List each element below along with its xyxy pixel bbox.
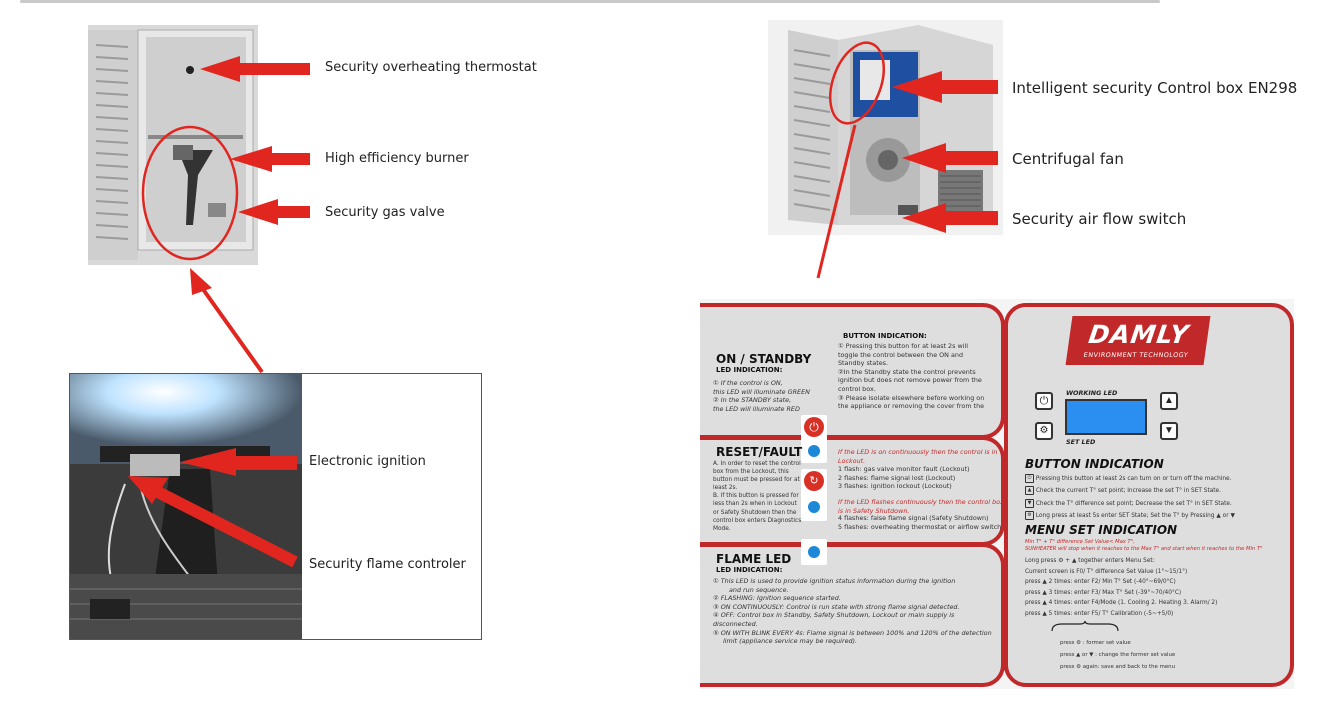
shutdown-text: If the LED flashes continuously then the control box is in Safety Shutdown. [838, 498, 1004, 515]
on-standby-button-heading: BUTTON INDICATION: [843, 332, 927, 340]
arrow-flame [128, 476, 295, 562]
mini-up-icon: ▲ [1025, 486, 1034, 495]
settings-key[interactable]: ⚙ [1035, 422, 1053, 440]
button-indication-heading: BUTTON INDICATION [1025, 457, 1164, 471]
reset-fault-text: A. In order to reset the control box from the Lockout, this button must be pressed for at least 2s. B. If this button is pressed for less than 2s when in Lockout or Safety Shutdown then the control box enters Diagnostics Mode. [713, 461, 802, 532]
button-indication-list: ⏻ Pressing this button at least 2s can turn on or turn off the machine. ▲ Check the current T° set point; Increase the set T° in SET State. ▼ Check the T° difference set point; Decrease the set T° in SET State. ⚙ Long press at least 5s enter SET State; Set the T° by Pressing ▲ or ▼ [1025, 473, 1287, 522]
up-key[interactable]: ▲ [1160, 392, 1178, 410]
reset-button-chip [801, 469, 827, 521]
flame-led-title: FLAME LED [716, 552, 792, 566]
press-instructions: press ⚙ : former set value press ▲ or ▼ : change the former set value press ⚙ again: save and back to the menu [1060, 640, 1176, 670]
arrow-overheating [200, 56, 310, 82]
control-box-highlight-circle [820, 35, 894, 130]
label-fan: Centrifugal fan [1012, 150, 1124, 168]
flame-led-text: ① This LED is used to provide ignition status information during the ignition and run sequence. ② FLASHING: Ignition sequence started. ③ ON CONTINUOUSLY: Control is run state with strong flame signal detected. ④ OFF: Control box in Standby, Safety Shutdown, Lockout or main supply is disconnected. ⑤ ON WITH BLINK EVERY 4s: Flame signal is between 100% and 120% of the detection limit (appliance service may be required). [713, 577, 992, 646]
brand-logo [1066, 316, 1211, 365]
label-air-flow-switch: Security air flow switch [1012, 210, 1187, 228]
label-gas-valve: Security gas valve [325, 205, 445, 220]
arrow-control-box [892, 71, 998, 103]
arrow-fan [902, 143, 998, 173]
arrow-gas-valve [238, 199, 310, 225]
menu-brace [1050, 621, 1120, 633]
lockout-fault-list: 1 flash: gas valve monitor fault (Lockout) 2 flashes: flame signal lost (Lockout) 3 flashes: ignition lockout (Lockout) [838, 465, 970, 491]
shutdown-fault-list: 4 flashes: false flame signal (Safety Shutdown) 5 flashes: overheating thermostat or airflow switch [838, 514, 1002, 531]
burner-highlight-circle [143, 127, 237, 259]
label-overheating-thermostat: Security overheating thermostat [325, 60, 537, 75]
menu-set-heading: MENU SET INDICATION [1025, 523, 1178, 537]
label-electronic-ignition: Electronic ignition [309, 454, 426, 469]
on-standby-led-heading: LED INDICATION: [716, 366, 783, 374]
arrow-ignition [180, 448, 297, 476]
mini-down-icon: ▼ [1025, 499, 1034, 508]
on-standby-title: ON / STANDBY [716, 352, 812, 366]
mini-power-icon: ⏻ [1025, 474, 1034, 483]
down-key[interactable]: ▼ [1160, 422, 1178, 440]
flame-led-heading: LED INDICATION: [716, 566, 783, 574]
reset-fault-title: RESET/FAULT [716, 445, 803, 459]
reset-button-icon[interactable]: ↻ [804, 471, 824, 491]
arrow-down-to-panel [818, 125, 855, 278]
flame-led [808, 546, 820, 558]
arrow-burner [230, 146, 310, 172]
brand-name: DAMLY [1086, 320, 1191, 349]
control-panel-label [700, 299, 1294, 689]
lcd-display [1065, 399, 1147, 435]
label-control-box: Intelligent security Control box EN298 [1012, 79, 1298, 97]
menu-set-list: Long press ⚙ + ▲ together enters Menu Set: Current screen is F0/ T° difference Set Value (1°~15/1°) press ▲ 2 times: enter F2/ Min T° Set (-40°~69/0°C) press ▲ 3 times: enter F3/ Max T° Set (-39°~70/40°C) press ▲ 4 times: enter F4/Mode (1. Cooling 2. Heating 3. Alarm/ 2) press ▲ 5 times: enter F5/ T° Calibration (-5~+5/0) [1025, 558, 1218, 617]
lockout-text: If the LED is on continuously then the control is in Lockout. [838, 448, 998, 465]
label-burner: High efficiency burner [325, 151, 469, 166]
flame-led-chip [801, 539, 827, 565]
menu-set-note: Min T° + T° difference Set Value< Max T°, SUNHEATER will stop when it reaches to the Max T° and start when it reaches to the Min T° [1025, 539, 1263, 553]
brand-subtitle: ENVIRONMENT TECHNOLOGY [1083, 351, 1189, 359]
mini-settings-icon: ⚙ [1025, 511, 1034, 520]
reset-fault-led [808, 501, 820, 513]
on-standby-button-text: ① Pressing this button for at least 2s will toggle the control between the ON and Standby states. ②In the Standby state the control prevents ignition but does not remove power from the control box. ③ Please isolate elsewhere before working on the appliance or removing the cover from the [838, 342, 985, 411]
power-key[interactable]: ⏻ [1035, 392, 1053, 410]
set-led-label: SET LED [1066, 438, 1096, 446]
on-standby-led [808, 445, 820, 457]
on-standby-led-text: ① If the control is ON, this LED will illuminate GREEN ② In the STANDBY state, the LED will illuminate RED [713, 379, 810, 413]
power-button-chip [801, 415, 827, 463]
power-button-icon[interactable]: ⏻ [804, 417, 824, 437]
working-led-label: WORKING LED [1066, 389, 1118, 397]
label-flame-controller: Security flame controler [309, 557, 466, 572]
arrow-up-to-burner [190, 268, 262, 372]
arrow-air-flow [902, 203, 998, 233]
